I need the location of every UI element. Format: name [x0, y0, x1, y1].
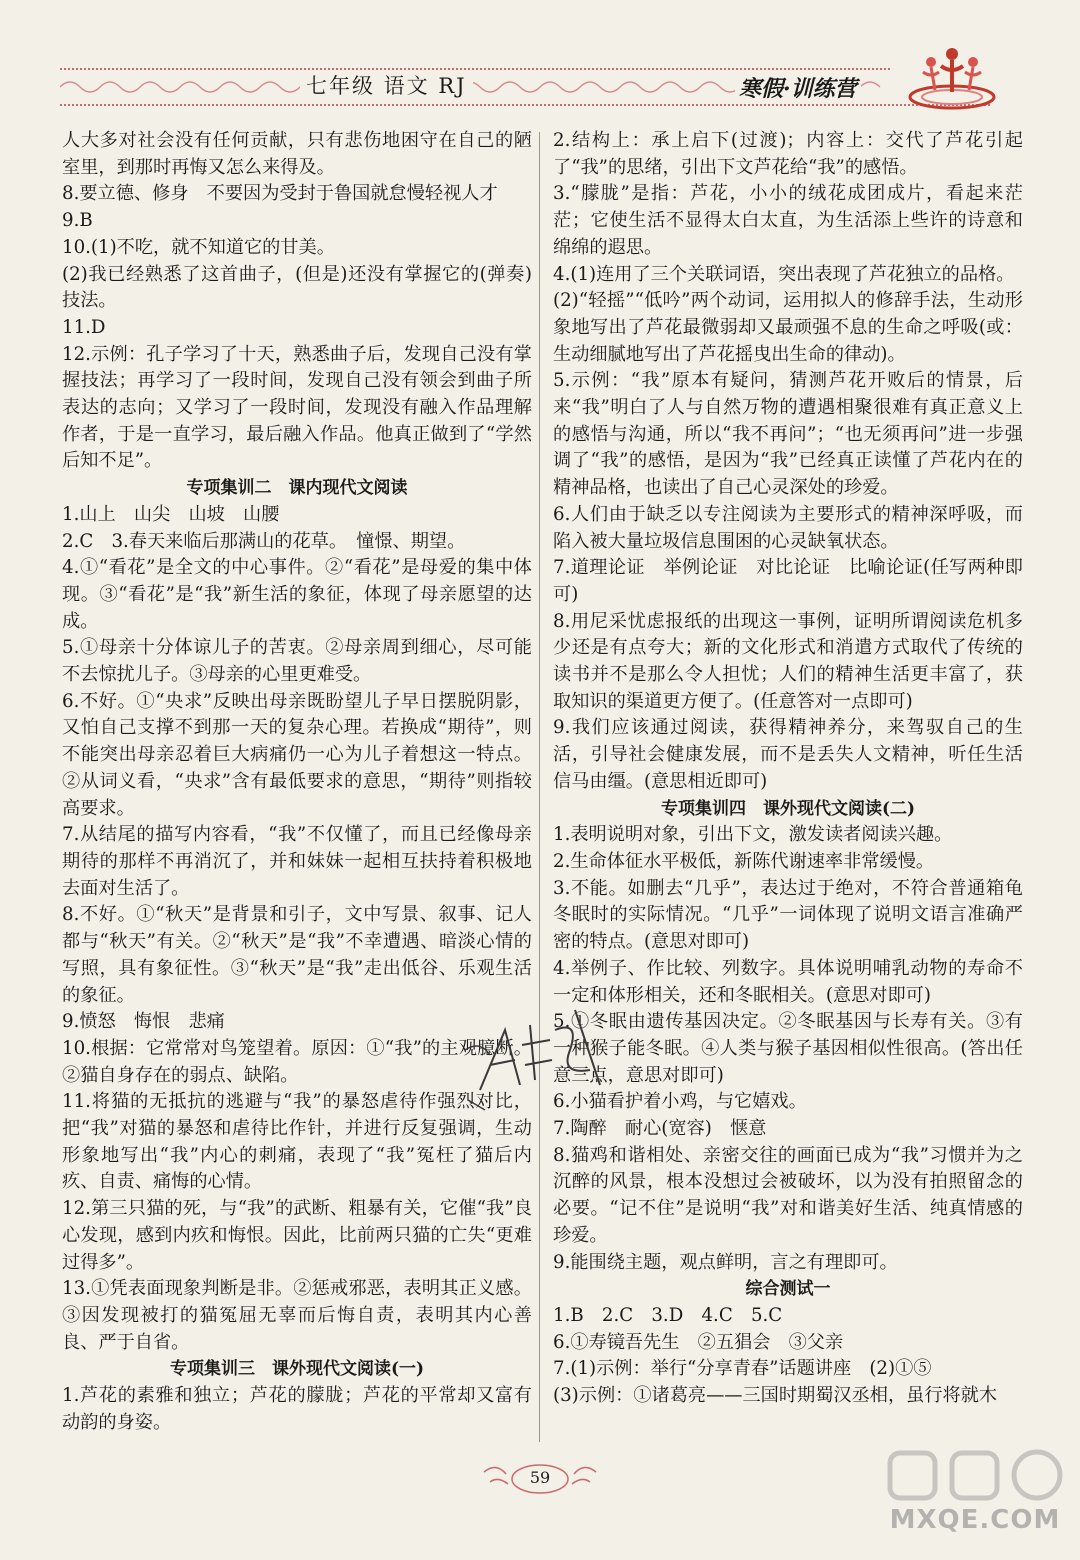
answer-item: 13.①凭表面现象判断是非。②惩戒邪恶，表明其正义感。③因发现被打的猫冤屈无辜而后悔自责，表明其内心善良、严于自省。	[62, 1278, 532, 1353]
column-divider	[539, 132, 540, 1442]
answer-item: 8.用尼采忧虑报纸的出现这一事例，证明所谓阅读危机多少还是有点夸大；新的文化形式和消遣方式取代了传统的读书并不是那么令人担忧；人们的精神生活更丰富了，获取知识的渠道更方便了。(任意答对一点即可)	[553, 610, 1023, 712]
page-number	[480, 1458, 600, 1500]
answer-item: (2)我已经熟悉了这首曲子，(但是)还没有掌握它的(弹奏)技法。	[62, 263, 532, 312]
answer-item: (3)示例：①诸葛亮——三国时期蜀汉丞相，虽行将就木	[553, 1385, 998, 1407]
answer-item: 3.“朦胧”是指：芦花，小小的绒花成团成片，看起来茫茫；它使生活不显得太白太直，为生活添上些许的诗意和绵绵的遐思。	[553, 183, 1023, 258]
answer-item: 8.猫鸡和谐相处、亲密交往的画面已成为“我”习惯并为之沉醉的风景，根本没想过会被破坏，以为没有拍照留念的必要。“记不住”是说明“我”对和谐美好生活、纯真情感的珍爱。	[553, 1144, 1023, 1246]
section-heading: 专项集训四 课外现代文阅读(二)	[660, 798, 916, 819]
answer-item: 6.不好。①“央求”反映出母亲既盼望儿子早日摆脱阴影，又怕自己支撑不到那一天的复杂心理。若换成“期待”，则不能突出母亲忍着巨大病痛仍一心为儿子着想这一特点。②从词义看，“央求”含有最低要求的意思，“期待”则指较高要求。	[62, 690, 532, 819]
answer-item: 1.山上 山尖 山坡 山腰	[62, 503, 280, 525]
section-heading: 专项集训三 课外现代文阅读(一)	[169, 1359, 425, 1380]
answer-item: 4.(1)连用了三个关联词语，突出表现了芦花独立的品格。	[553, 263, 1015, 285]
watermark-text: MXQE.COM	[889, 1505, 1061, 1535]
answer-item: 5.①母亲十分体谅儿子的苦衷。②母亲周到细心，尽可能不去惊扰儿子。③母亲的心里更难受。	[62, 637, 532, 686]
answer-item: 12.第三只猫的死，与“我”的武断、粗暴有关，它催“我”良心发现，感到内疚和悔恨。因此，比前两只猫的亡失“更难过得多”。	[62, 1198, 532, 1273]
answer-item: 7.陶醉 耐心(宽容) 惬意	[553, 1118, 767, 1140]
answer-item: 11.将猫的无抵抗的逃避与“我”的暴怒虐待作强烈对比，把“我”对猫的暴怒和虐待比作针，并进行反复强调，生动形象地写出“我”内心的刺痛，表现了“我”冤枉了猫后内疚、自责、痛悔的心情。	[62, 1091, 532, 1193]
answer-item: 10.(1)不吃，就不知道它的甘美。	[62, 236, 335, 258]
answer-item: 5.①冬眠由遗传基因决定。②冬眠基因与长寿有关。③有一种猴子能冬眠。④人类与猴子基因相似性很高。(答出任意三点，意思对即可)	[553, 1011, 1023, 1086]
answer-item: 2.生命体征水平极低，新陈代谢速率非常缓慢。	[553, 850, 935, 872]
answer-item: 5.示例：“我”原本有疑问，猜测芦花开败后的情景，后来“我”明白了人与自然万物的遭遇相聚很难有真正意义上的感悟与沟通，所以“我不再问”；“也无须再问”进一步强调了“我”的感悟，是因为“我”已经真正读懂了芦花内在的精神品格，也读出了自己心灵深处的珍爱。	[553, 370, 1023, 499]
answer-item: 2.结构上：承上启下(过渡)；内容上：交代了芦花引起了“我”的思绪，引出下文芦花给“我”的感悟。	[553, 130, 1023, 178]
answer-item: 8.不好。①“秋天”是背景和引子，文中写景、叙事、记人都与“秋天”有关。②“秋天”是“我”不幸遭遇、暗淡心情的写照，具有象征性。③“秋天”是“我”走出低谷、乐观生活的象征。	[62, 904, 532, 1006]
header-dotted-line-top	[60, 68, 890, 70]
grade-subject-label: 七年级 语文 RJ	[300, 70, 473, 100]
answer-item: 2.C 3.春天来临后那满山的花草。 憧憬、期望。	[62, 530, 466, 552]
answer-item: 7.从结尾的描写内容看，“我”不仅懂了，而且已经像母亲期待的那样不再消沉了，并和妹妹一起相互扶持着积极地去面对生活了。	[62, 824, 532, 899]
answer-column-left	[62, 128, 532, 1436]
answer-item: 10.根据：它常常对鸟笼望着。原因：①“我”的主观臆断。②猫自身存在的弱点、缺陷。	[62, 1037, 532, 1086]
answer-item: 6.人们由于缺乏以专注阅读为主要形式的精神深呼吸，而陷入被大量垃圾信息围困的心灵缺氧状态。	[553, 503, 1023, 552]
handwritten-scribble	[460, 990, 630, 1120]
answer-item: 4.①“看花”是全文的中心事件。②“看花”是母爱的集中体现。③“看花”是“我”新生活的象征，体现了母亲愿望的达成。	[62, 557, 532, 632]
answer-item: 6.小猫看护着小鸡，与它嬉戏。	[553, 1091, 807, 1113]
answer-item: 6.①寿镜吾先生 ②五猖会 ③父亲	[553, 1331, 844, 1353]
answer-item: 4.举例子、作比较、列数字。具体说明哺乳动物的寿命不一定和体形相关，还和冬眠相关。(意思对即可)	[553, 957, 1023, 1006]
answer-column-right	[553, 128, 1023, 1410]
answer-item: 9.B	[62, 210, 93, 232]
answer-item: 8.要立德、修身 不要因为受封于鲁国就怠慢轻视人才	[62, 183, 498, 205]
brand-logo-icon	[905, 42, 1000, 112]
answer-item: 12.示例：孔子学习了十天，熟悉曲子后，发现自己没有掌握技法；再学习了一段时间，发现自己没有领会到曲子所表达的志向；又学习了一段时间，发现没有融入作品理解作者，于是一直学习，最后融入作品。他真正做到了“学然后知不足”。	[62, 343, 532, 472]
answer-item: 1.芦花的素雅和独立；芦花的朦胧；芦花的平常却又富有动韵的身姿。	[62, 1385, 532, 1433]
answer-item: 9.我们应该通过阅读，获得精神养分，来驾驭自己的生活，引导社会健康发展，而不是丢失人文精神，听任生活信马由缰。(意思相近即可)	[553, 717, 1023, 792]
page-header	[0, 0, 1080, 130]
answer-item: 11.D	[62, 316, 106, 338]
header-dotted-line-bottom	[60, 104, 990, 106]
answer-item: 7.(1)示例：举行“分享青春”话题讲座 (2)①⑤	[553, 1358, 932, 1380]
answer-item: 1.B 2.C 3.D 4.C 5.C	[553, 1304, 783, 1326]
answer-item: 1.表明说明对象，引出下文，激发读者阅读兴趣。	[553, 824, 953, 846]
answer-item: (2)“轻摇”“低吟”两个动词，运用拟人的修辞手法，生动形象地写出了芦花最微弱却又最顽强不息的生命之呼吸(或：生动细腻地写出了芦花摇曳出生命的律动)。	[553, 290, 1023, 365]
section-heading: 专项集训二 课内现代文阅读	[186, 478, 408, 499]
answer-item: 9.愤怒 悔恨 悲痛	[62, 1011, 225, 1033]
page-number-text: 59	[529, 1468, 551, 1487]
answer-item: 9.能围绕主题，观点鲜明，言之有理即可。	[553, 1251, 898, 1273]
answer-item: 7.道理论证 举例论证 对比论证 比喻论证(任写两种即可)	[553, 557, 1023, 605]
answer-item: 3.不能。如删去“几乎”，表达过于绝对，不符合普通箱龟冬眠时的实际情况。“几乎”一词体现了说明文语言准确严密的特点。(意思对即可)	[553, 877, 1023, 953]
brand-title: 寒假·训练营	[735, 72, 861, 103]
answer-item: 人大多对社会没有任何贡献，只有悲伤地困守在自己的陋室里，到那时再悔又怎么来得及。	[62, 130, 532, 178]
watermark-logo-icon	[880, 1448, 1070, 1553]
section-heading: 综合测试一	[745, 1279, 831, 1300]
